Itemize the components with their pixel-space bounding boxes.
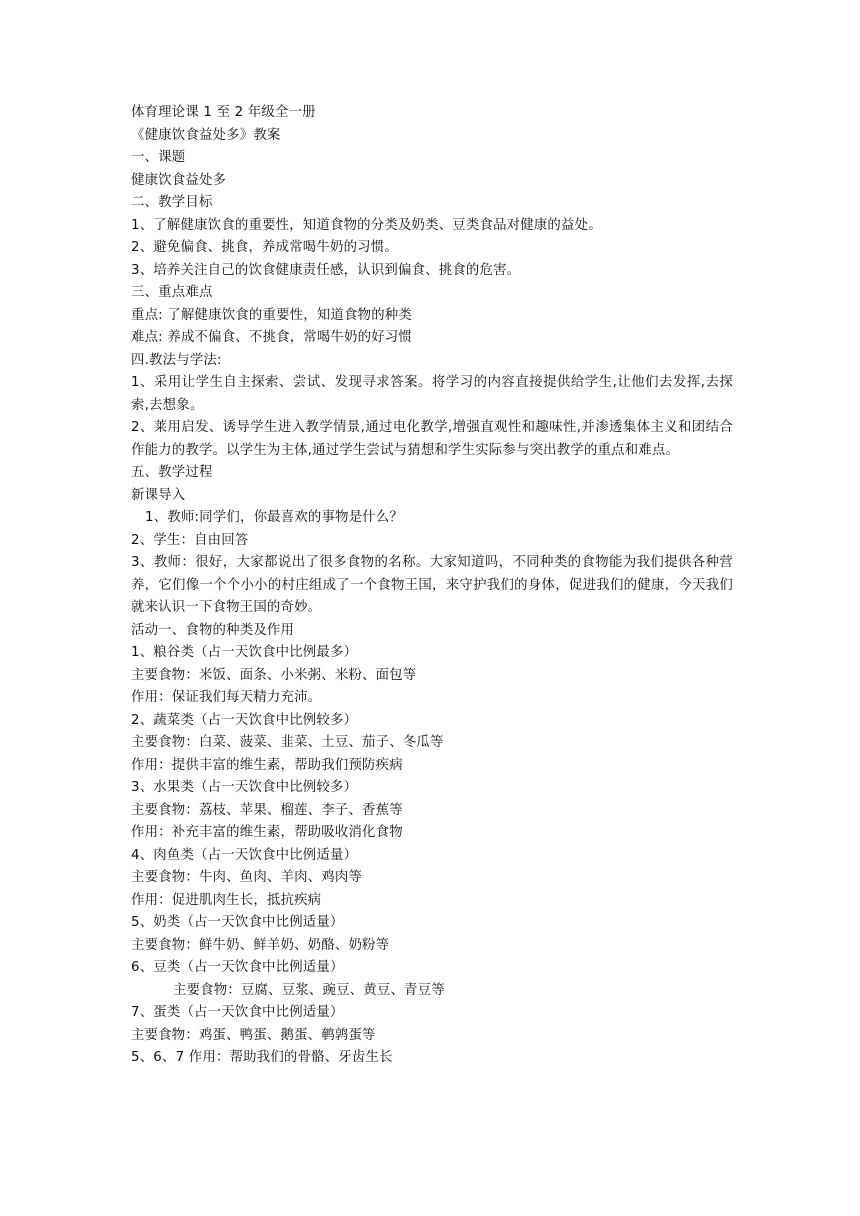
food-grains-effect: 作用：保证我们每天精力充沛。 [131, 690, 322, 705]
section-heading-goals: 二、教学目标 [131, 195, 213, 210]
food-vegetables-effect: 作用：提供丰富的维生素，帮助我们预防疾病 [131, 757, 403, 773]
intro-step-2: 2、学生：自由回答 [131, 532, 249, 548]
section-heading-topic: 一、课题 [131, 150, 186, 165]
food-dairy-examples: 主要食物：鲜牛奶、鲜羊奶、奶酪、奶粉等 [131, 937, 390, 953]
food-vegetables-examples: 主要食物：白菜、菠菜、韭菜、土豆、茄子、冬瓜等 [131, 735, 444, 750]
document-body [131, 102, 733, 1070]
food-meat-fish-effect: 作用：促进肌肉生长，抵抗疾病 [131, 892, 322, 908]
food-eggs-examples: 主要食物：鸡蛋、鸭蛋、鹅蛋、鹌鹑蛋等 [131, 1027, 376, 1043]
course-header: 体育理论课 1 至 2 年级全一册 [131, 105, 316, 120]
food-category-grains: 1、粮谷类（占一天饮食中比例最多） [131, 645, 358, 660]
food-fruits-examples: 主要食物：荔枝、苹果、榴莲、李子、香蕉等 [131, 802, 403, 818]
method-item-2: 2、莱用启发、诱导学生进入教学情景,通过电化教学,增强直观性和趣味性,并渗透集体主义和团结合作能力的教学。以学生为主体,通过学生尝试与猜想和学生实际参与突出教学的重点和难点。 [131, 420, 733, 458]
food-category-vegetables: 2、蔬菜类（占一天饮食中比例较多） [131, 712, 358, 728]
key-point: 重点: 了解健康饮食的重要性，知道食物的种类 [131, 307, 412, 323]
section-heading-methods: 四.教法与学法: [131, 352, 222, 368]
goal-item-3: 3、培养关注自己的饮食健康责任感，认识到偏食、挑食的危害。 [131, 262, 521, 278]
method-item-1: 1、采用让学生自主探索、尝试、发现寻求答案。将学习的内容直接提供给学生,让他们去发挥,去探索,去想象。 [131, 375, 733, 413]
goal-item-2: 2、避免偏食、挑食，养成常喝牛奶的习惯。 [131, 240, 398, 255]
food-category-fruits: 3、水果类（占一天饮食中比例较多） [131, 780, 358, 795]
food-category-beans: 6、豆类（占一天饮食中比例适量） [131, 960, 344, 975]
food-beans-examples: 主要食物：豆腐、豆浆、豌豆、黄豆、青豆等 [173, 982, 445, 998]
food-dairy-beans-eggs-effect: 5、6、7 作用：帮助我们的骨骼、牙齿生长 [131, 1050, 393, 1065]
intro-step-1: 1、教师:同学们，你最喜欢的事物是什么？ [145, 510, 404, 525]
food-category-meat-fish: 4、肉鱼类（占一天饮食中比例适量） [131, 847, 358, 863]
lesson-title: 《健康饮食益处多》教案 [131, 127, 281, 143]
intro-step-3: 3、教师：很好，大家都说出了很多食物的名称。大家知道吗，不同种类的食物能为我们提供各种营养，它们像一个个小小的村庄组成了一个食物王国，来守护我们的身体，促进我们的健康，今天我们就来认识一下食物王国的奇妙。 [131, 555, 733, 615]
food-category-dairy: 5、奶类（占一天饮食中比例适量） [131, 915, 344, 930]
difficult-point: 难点: 养成不偏食、不挑食，常喝牛奶的好习惯 [131, 330, 412, 345]
food-category-eggs: 7、蛋类（占一天饮食中比例适量） [131, 1005, 344, 1020]
goal-item-1: 1、了解健康饮食的重要性，知道食物的分类及奶类、豆类食品对健康的益处。 [131, 217, 602, 233]
food-fruits-effect: 作用：补充丰富的维生素，帮助吸收消化食物 [131, 825, 403, 840]
topic-text: 健康饮食益处多 [131, 172, 227, 188]
intro-heading: 新课导入 [131, 487, 186, 503]
section-heading-process: 五、教学过程 [131, 465, 213, 480]
food-meat-fish-examples: 主要食物：牛肉、鱼肉、羊肉、鸡肉等 [131, 870, 363, 885]
food-grains-examples: 主要食物：米饭、面条、小米粥、米粉、面包等 [131, 667, 417, 683]
section-heading-key-points: 三、重点难点 [131, 285, 213, 300]
activity-heading: 活动一、食物的种类及作用 [131, 622, 295, 638]
